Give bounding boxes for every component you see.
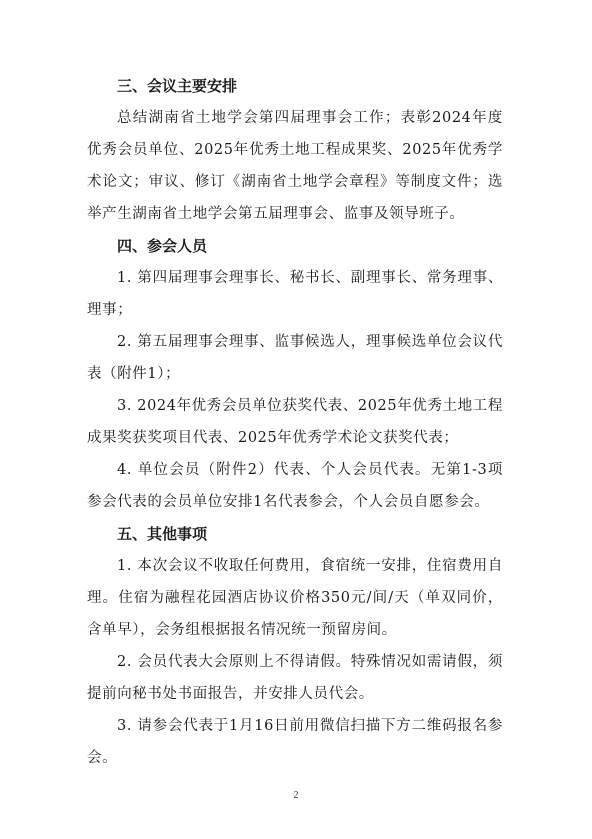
paragraph: 2. 第五届理事会理事、监事候选人，理事候选单位会议代表（附件1）； — [87, 334, 503, 382]
section-heading: 五、其他事项 — [117, 525, 208, 543]
document-body — [87, 70, 503, 774]
paragraph: 4. 单位会员（附件2）代表、个人会员代表。无第1-3项参会代表的会员单位安排1名代表参会，个人会员自愿参会。 — [87, 462, 503, 510]
paragraph: 2. 会员代表大会原则上不得请假。特殊情况如需请假，须提前向秘书处书面报告，并安排人员代会。 — [87, 654, 503, 702]
section-other-matters — [87, 518, 503, 774]
paragraph: 3. 2024年优秀会员单位获奖代表、2025年优秀土地工程成果奖获奖项目代表、2025年优秀学术论文获奖代表； — [87, 398, 503, 446]
section-meeting-arrangements — [87, 70, 503, 230]
page-number: 2 — [293, 790, 299, 801]
section-heading: 四、参会人员 — [117, 237, 208, 255]
section-heading: 三、会议主要安排 — [117, 77, 238, 95]
paragraph: 1. 本次会议不收取任何费用，食宿统一安排，住宿费用自理。住宿为融程花园酒店协议价格350元/间/天（单双同价，含单早），会务组根据报名情况统一预留房间。 — [87, 558, 503, 638]
paragraph: 1. 第四届理事会理事长、秘书长、副理事长、常务理事、理事； — [87, 270, 503, 318]
section-attendees — [87, 230, 503, 518]
paragraph: 3. 请参会代表于1月16日前用微信扫描下方二维码报名参会。 — [87, 718, 503, 766]
paragraph: 总结湖南省土地学会第四届理事会工作；表彰2024年度优秀会员单位、2025年优秀土地工程成果奖、2025年优秀学术论文；审议、修订《湖南省土地学会章程》等制度文件；选举产生湖南省土地学会第五届理事会、监事及领导班子。 — [87, 110, 503, 222]
